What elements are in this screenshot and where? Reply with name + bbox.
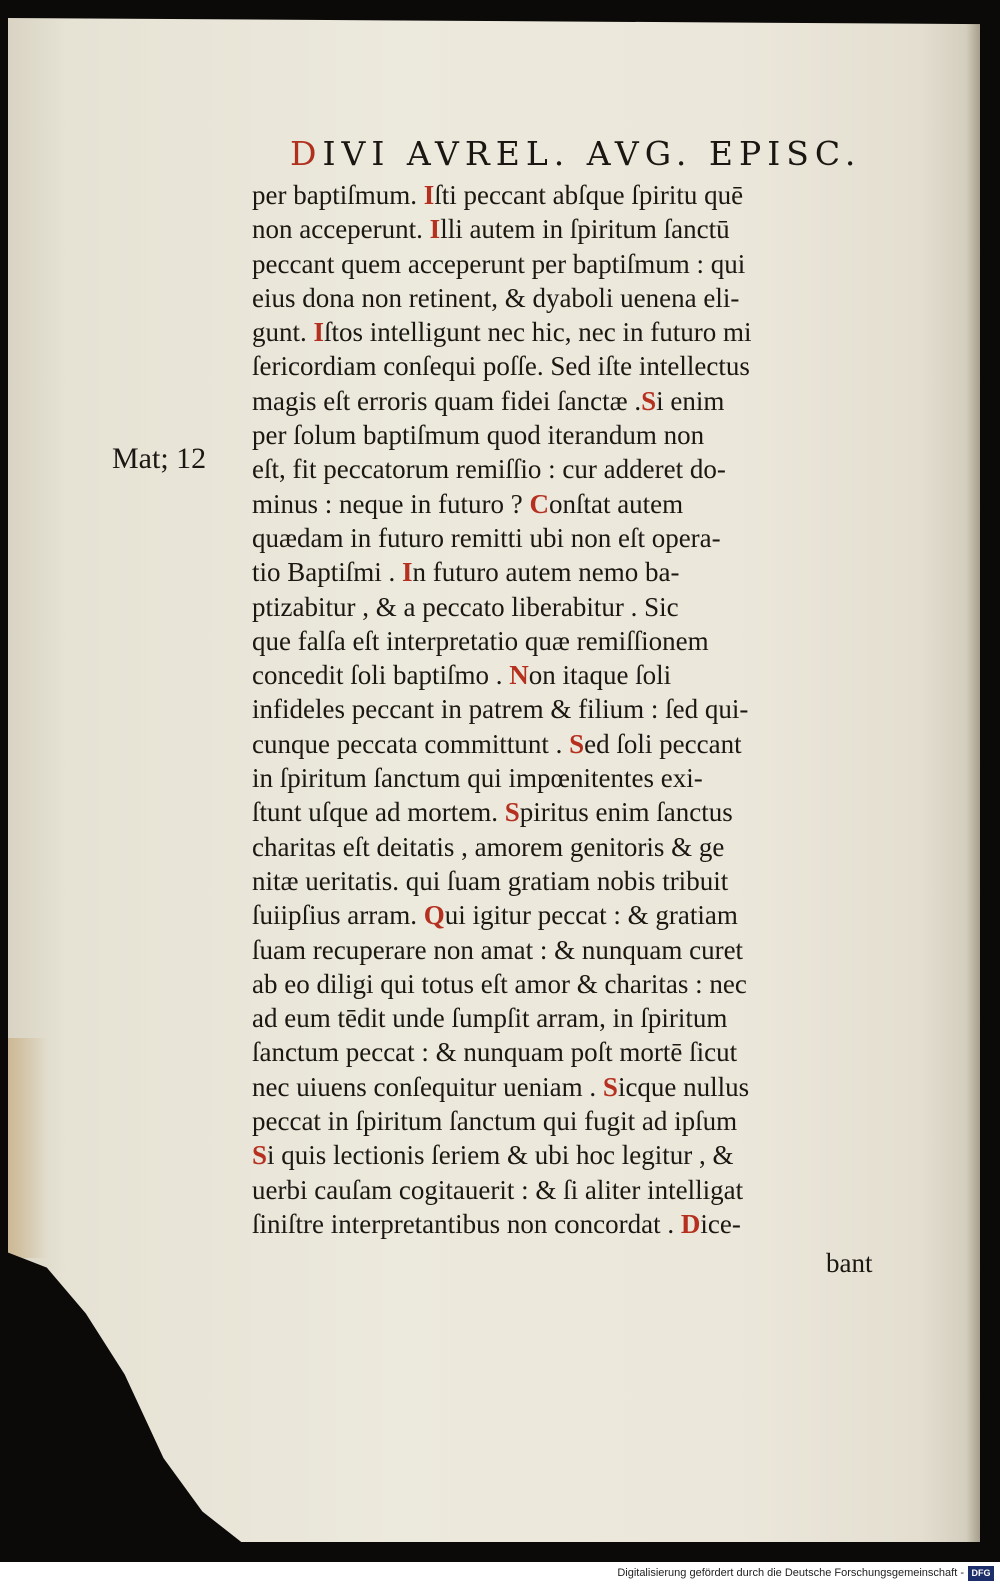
text-segment: per baptiſmum. [252, 180, 424, 210]
running-head [290, 134, 862, 173]
marginal-note: Mat; 12 [112, 442, 207, 475]
text-segment: ſti peccant abſque ſpiritu quē [434, 180, 744, 210]
rubricated-initial: I [313, 317, 325, 348]
text-segment: peccant quem acceperunt per baptiſmum : qui [252, 248, 746, 279]
text-line [252, 247, 902, 281]
text-line [252, 830, 902, 864]
rubricated-initial: D [680, 1208, 701, 1239]
rubricated-initial: C [529, 488, 549, 519]
text-segment: ui igitur peccat : & gratiam [444, 900, 738, 931]
rubricated-initial: I [423, 180, 435, 210]
text-segment: nec uiuens conſequitur ueniam . [252, 1071, 603, 1102]
text-segment: in ſpiritum ſanctum qui impœnitentes exi- [252, 763, 703, 794]
text-line [252, 1173, 902, 1207]
text-line [252, 967, 902, 1001]
text-line [252, 281, 902, 315]
text-segment: nitæ ueritatis. qui ſuam gratiam nobis tribuit [252, 865, 729, 896]
text-segment: charitas eſt deitatis , amorem genitoris & ge [252, 831, 725, 862]
footer-bar [0, 1562, 1000, 1587]
text-segment: gunt. [252, 317, 314, 348]
text-line [252, 1070, 902, 1104]
rubricated-initial: S [504, 797, 520, 828]
text-segment: onſtat autem [548, 488, 684, 519]
catchword: bant [826, 1248, 873, 1278]
text-segment: ſtos intelligunt nec hic, nec in futuro mi [324, 317, 752, 348]
text-segment: piritus enim ſanctus [519, 797, 733, 828]
text-segment: ſuiipſius arram. [252, 900, 424, 931]
text-segment: n futuro autem nemo ba- [412, 557, 680, 588]
text-line [252, 178, 902, 212]
text-line [252, 315, 902, 349]
text-segment: concedit ſoli baptiſmo . [252, 660, 510, 691]
text-line [252, 898, 902, 932]
text-line [252, 933, 902, 967]
text-segment: uerbi cauſam cogitauerit : & ſi aliter intelligat [252, 1174, 744, 1205]
rubricated-initial: N [509, 660, 529, 691]
text-segment: que falſa eſt interpretatio quæ remiſſionem [252, 625, 709, 656]
text-line [252, 727, 902, 761]
text-line [252, 452, 902, 486]
text-segment: i enim [656, 385, 725, 416]
text-segment: on itaque ſoli [528, 660, 672, 691]
text-segment: ſiniſtre interpretantibus non concordat . [252, 1208, 681, 1239]
text-line [252, 1207, 902, 1241]
rubricated-initial: S [569, 728, 585, 759]
text-segment: ſanctum peccat : & nunquam poſt mortē ſicut [252, 1037, 738, 1068]
text-segment: infideles peccant in patrem & filium : ſed qui- [252, 694, 749, 725]
text-segment: tio Baptiſmi . [252, 557, 403, 588]
text-segment: eius dona non retinent, & dyaboli uenena eli- [252, 282, 740, 313]
text-segment: ab eo diligi qui totus eſt amor & charitas : nec [252, 968, 747, 999]
text-segment: lli autem in ſpiritum ſanctū [440, 214, 730, 245]
text-line [252, 692, 902, 726]
body-text [252, 178, 902, 1241]
text-segment: i quis lectionis ſeriem & ubi hoc legitur , & [267, 1140, 734, 1171]
text-line [252, 1104, 902, 1138]
text-segment: ſericordiam conſequi poſſe. Sed iſte intellectus [252, 351, 750, 382]
text-line [252, 349, 902, 383]
rubricated-initial: S [641, 385, 657, 416]
text-segment: ſtunt uſque ad mortem. [252, 797, 505, 828]
text-segment: minus : neque in futuro ? [252, 488, 530, 519]
rubricated-initial: I [402, 557, 413, 588]
text-segment: peccat in ſpiritum ſanctum qui fugit ad ipſum [252, 1106, 738, 1137]
text-line [252, 864, 902, 898]
text-line [252, 487, 902, 521]
rubricated-initial: I [429, 214, 441, 245]
text-segment: ed ſoli peccant [584, 728, 742, 759]
running-head-text: IVI AVREL. AVG. EPISC. [322, 134, 862, 173]
footer-credit: Digitalisierung gefördert durch die Deutsche Forschungsgemeinschaft - [617, 1567, 964, 1579]
text-line [252, 384, 902, 418]
text-line [252, 795, 902, 829]
page-stain [8, 1038, 48, 1258]
text-segment: ad eum tēdit unde ſumpſit arram, in ſpiritum [252, 1003, 728, 1034]
text-segment: ſuam recuperare non amat : & nunquam curet [252, 934, 744, 965]
rubricated-initial: Q [423, 900, 445, 931]
text-line [252, 521, 902, 555]
dfg-logo: DFG [968, 1566, 994, 1581]
text-segment: quædam in futuro remitti ubi non eſt opera- [252, 522, 721, 553]
text-segment: magis eſt erroris quam fidei ſanctæ . [252, 385, 642, 416]
text-line [252, 1138, 902, 1172]
text-segment: cunque peccata committunt . [252, 728, 570, 759]
text-line [252, 555, 902, 589]
text-segment: per ſolum baptiſmum quod iterandum non [252, 420, 705, 451]
text-segment: eſt, fit peccatorum remiſſio : cur adderet do- [252, 454, 726, 485]
text-line [252, 590, 902, 624]
text-line [252, 658, 902, 692]
running-head-initial: D [290, 134, 323, 173]
rubricated-initial: S [252, 1140, 268, 1171]
text-segment: ice- [700, 1208, 741, 1239]
text-line [252, 1001, 902, 1035]
text-line [252, 761, 902, 795]
text-segment: non acceperunt. [252, 214, 430, 245]
text-segment: icque nullus [617, 1071, 750, 1102]
page-edge-shadow [966, 18, 980, 1542]
text-line [252, 624, 902, 658]
text-segment: ptizabitur , & a peccato liberabitur . Sic [252, 591, 679, 622]
text-line [252, 1035, 902, 1069]
text-line [252, 212, 902, 246]
text-line [252, 418, 902, 452]
rubricated-initial: S [602, 1071, 618, 1102]
